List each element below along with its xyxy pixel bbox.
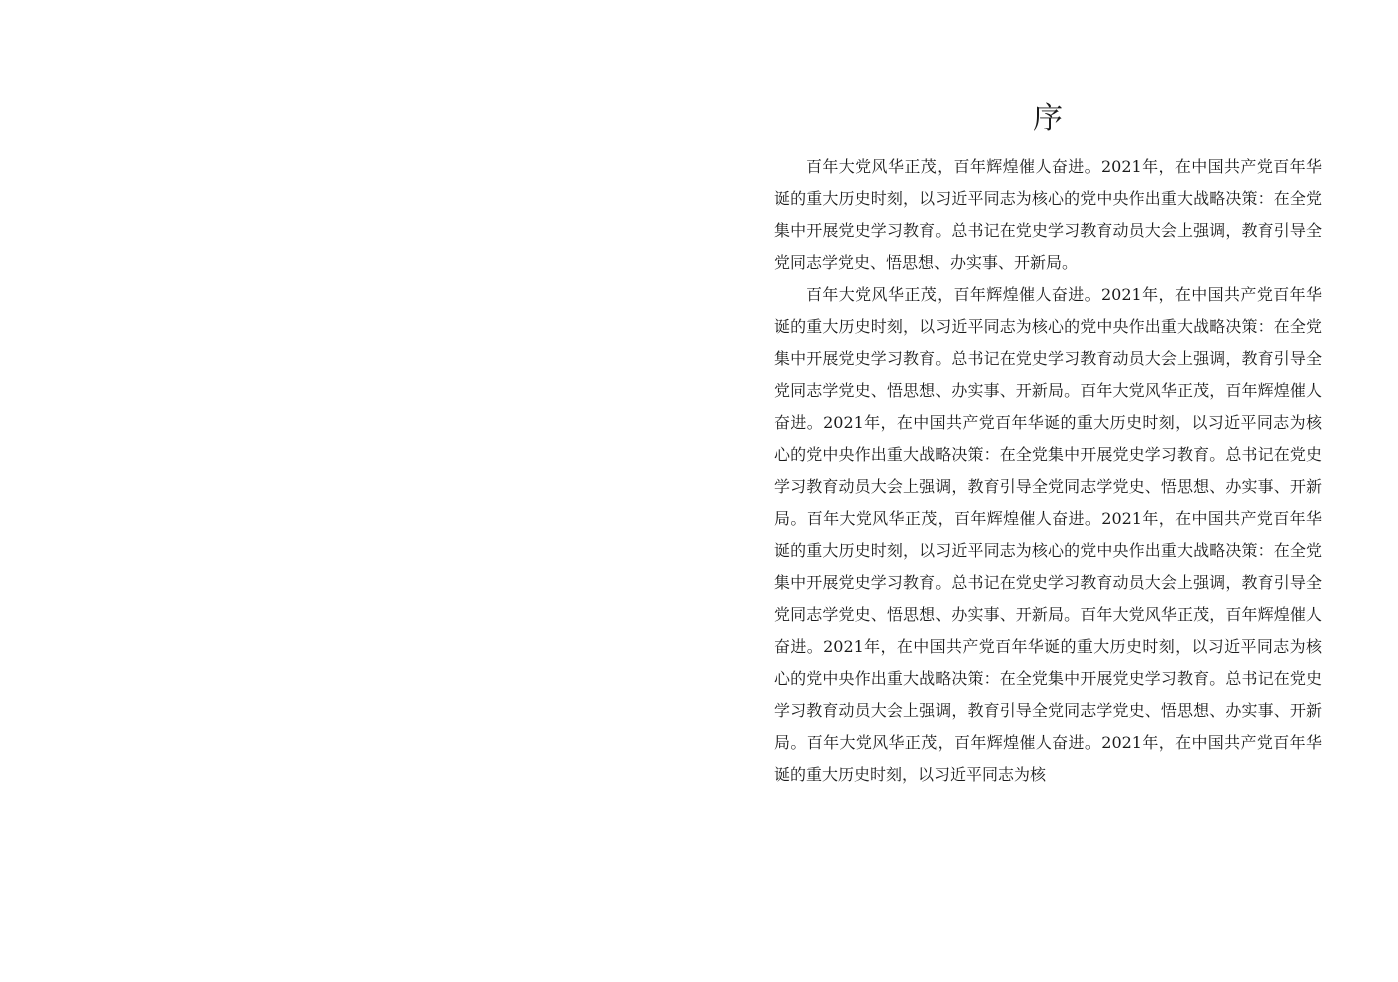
page-title: 序 <box>1033 101 1063 136</box>
preface-body <box>774 151 1322 891</box>
paragraph-2: 百年大党风华正茂，百年辉煌催人奋进。2021年，在中国共产党百年华诞的重大历史时刻，以习近平同志为核心的党中央作出重大战略决策：在全党集中开展党史学习教育。总书记在党史学习教育动员大会上强调，教育引导全党同志学党史、悟思想、办实事、开新局。百年大党风华正茂，百年辉煌催人奋进。2021年，在中国共产党百年华诞的重大历史时刻，以习近平同志为核心的党中央作出重大战略决策：在全党集中开展党史学习教育。总书记在党史学习教育动员大会上强调，教育引导全党同志学党史、悟思想、办实事、开新局。百年大党风华正茂，百年辉煌催人奋进。2021年，在中国共产党百年华诞的重大历史时刻，以习近平同志为核心的党中央作出重大战略决策：在全党集中开展党史学习教育。总书记在党史学习教育动员大会上强调，教育引导全党同志学党史、悟思想、办实事、开新局。百年大党风华正茂，百年辉煌催人奋进。2021年，在中国共产党百年华诞的重大历史时刻，以习近平同志为核心的党中央作出重大战略决策：在全党集中开展党史学习教育。总书记在党史学习教育动员大会上强调，教育引导全党同志学党史、悟思想、办实事、开新局。百年大党风华正茂，百年辉煌催人奋进。2021年，在中国共产党百年华诞的重大历史时刻，以习近平同志为核 <box>774 285 1322 784</box>
paragraph-1: 百年大党风华正茂，百年辉煌催人奋进。2021年，在中国共产党百年华诞的重大历史时刻，以习近平同志为核心的党中央作出重大战略决策：在全党集中开展党史学习教育。总书记在党史学习教育动员大会上强调，教育引导全党同志学党史、悟思想、办实事、开新局。 <box>774 157 1322 272</box>
